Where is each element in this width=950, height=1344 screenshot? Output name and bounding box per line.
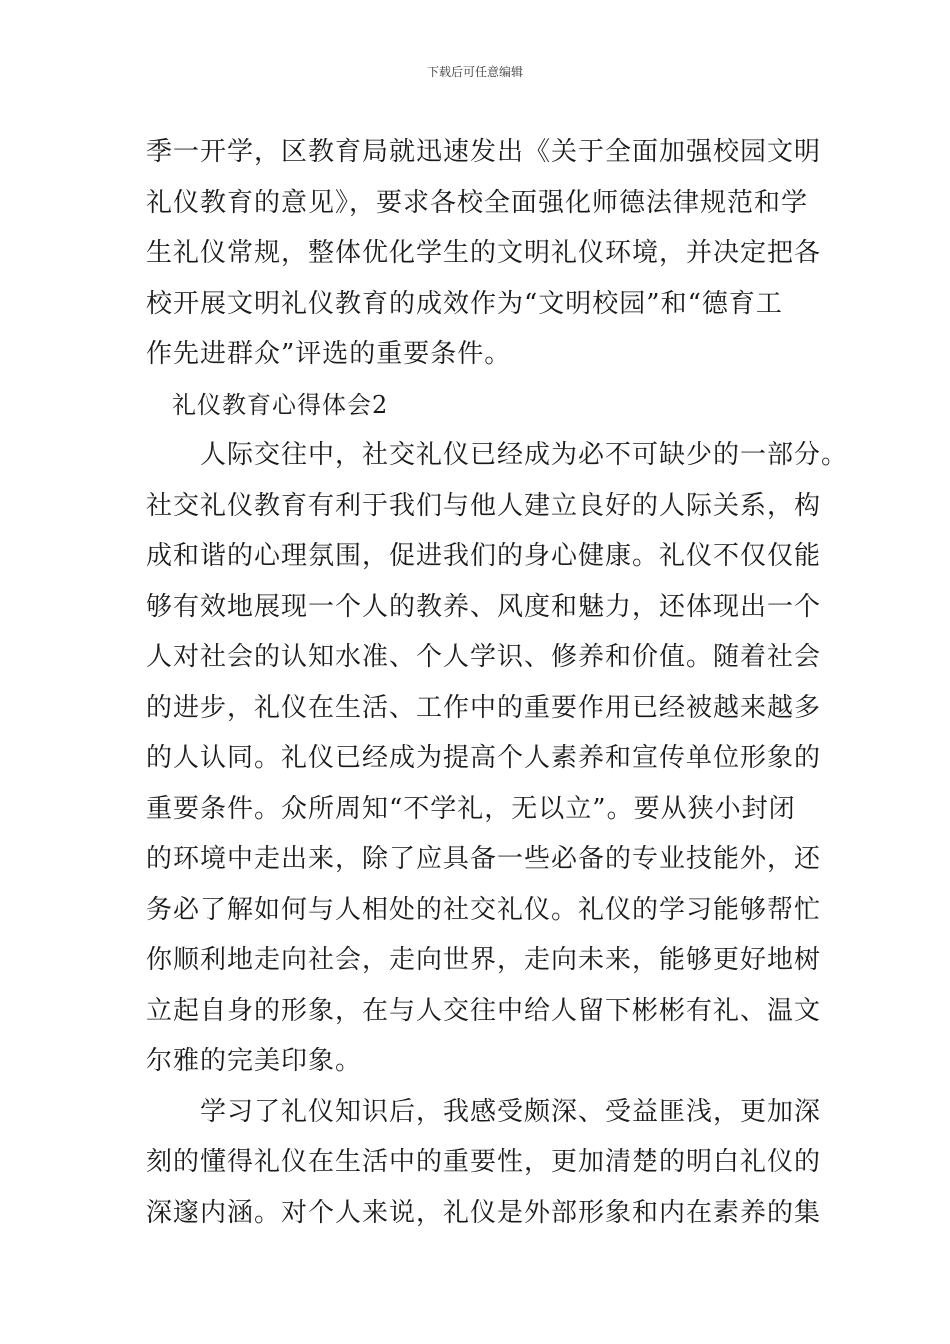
text-line: 礼仪教育的意见》，要求各校全面强化师德法律规范和学 [146, 187, 809, 218]
section-heading: 礼仪教育心得体会2 [172, 390, 389, 419]
document-body [146, 127, 849, 1238]
text-line: 深邃内涵。对个人来说，礼仪是外部形象和内在素养的集 [146, 1197, 822, 1228]
text-line: 人对社会的认知水准、个人学识、修养和价值。随着社会 [146, 642, 822, 672]
text-line: 的进步，礼仪在生活、工作中的重要作用已经被越来越多 [146, 692, 822, 723]
text-line: 够有效地展现一个人的教养、风度和魅力，还体现出一个 [146, 591, 822, 622]
text-line: 的环境中走出来，除了应具备一些必备的专业技能外，还 [146, 844, 822, 874]
text-line: 立起自身的形象，在与人交往中给人留下彬彬有礼、温文 [146, 995, 822, 1026]
text-line: 务必了解如何与人相处的社交礼仪。礼仪的学习能够帮忙 [146, 894, 822, 925]
text-line: 的人认同。礼仪已经成为提高个人素养和宣传单位形象的 [146, 743, 822, 773]
text-line: 尔雅的完美印象。 [146, 1046, 363, 1076]
text-line: 作先进群众”评选的重要条件。 [146, 339, 512, 369]
text-line: 社交礼仪教育有利于我们与他人建立良好的人际关系，构 [146, 490, 822, 521]
text-line: 人际交往中，社交礼仪已经成为必不可缺少的一部分。 [200, 440, 849, 470]
page-header: 下载后可任意编辑 [426, 65, 523, 79]
text-line: 重要条件。众所周知“不学礼，无以立”。要从狭小封闭 [146, 793, 796, 824]
text-line: 季一开学，区教育局就迅速发出《关于全面加强校园文明 [146, 137, 822, 167]
text-line: 你顺利地走向社会，走向世界，走向未来，能够更好地树 [146, 945, 822, 975]
text-line: 刻的懂得礼仪在生活中的重要性，更加清楚的明白礼仪的 [146, 1147, 822, 1177]
text-line: 成和谐的心理氛围，促进我们的身心健康。礼仪不仅仅能 [146, 541, 822, 571]
text-line: 生礼仪常规，整体优化学生的文明礼仪环境，并决定把各 [146, 238, 822, 268]
text-line: 学习了礼仪知识后，我感受颇深、受益匪浅，更加深 [200, 1096, 822, 1127]
text-line: 校开展文明礼仪教育的成效作为“文明校园”和“德育工 [146, 288, 783, 319]
